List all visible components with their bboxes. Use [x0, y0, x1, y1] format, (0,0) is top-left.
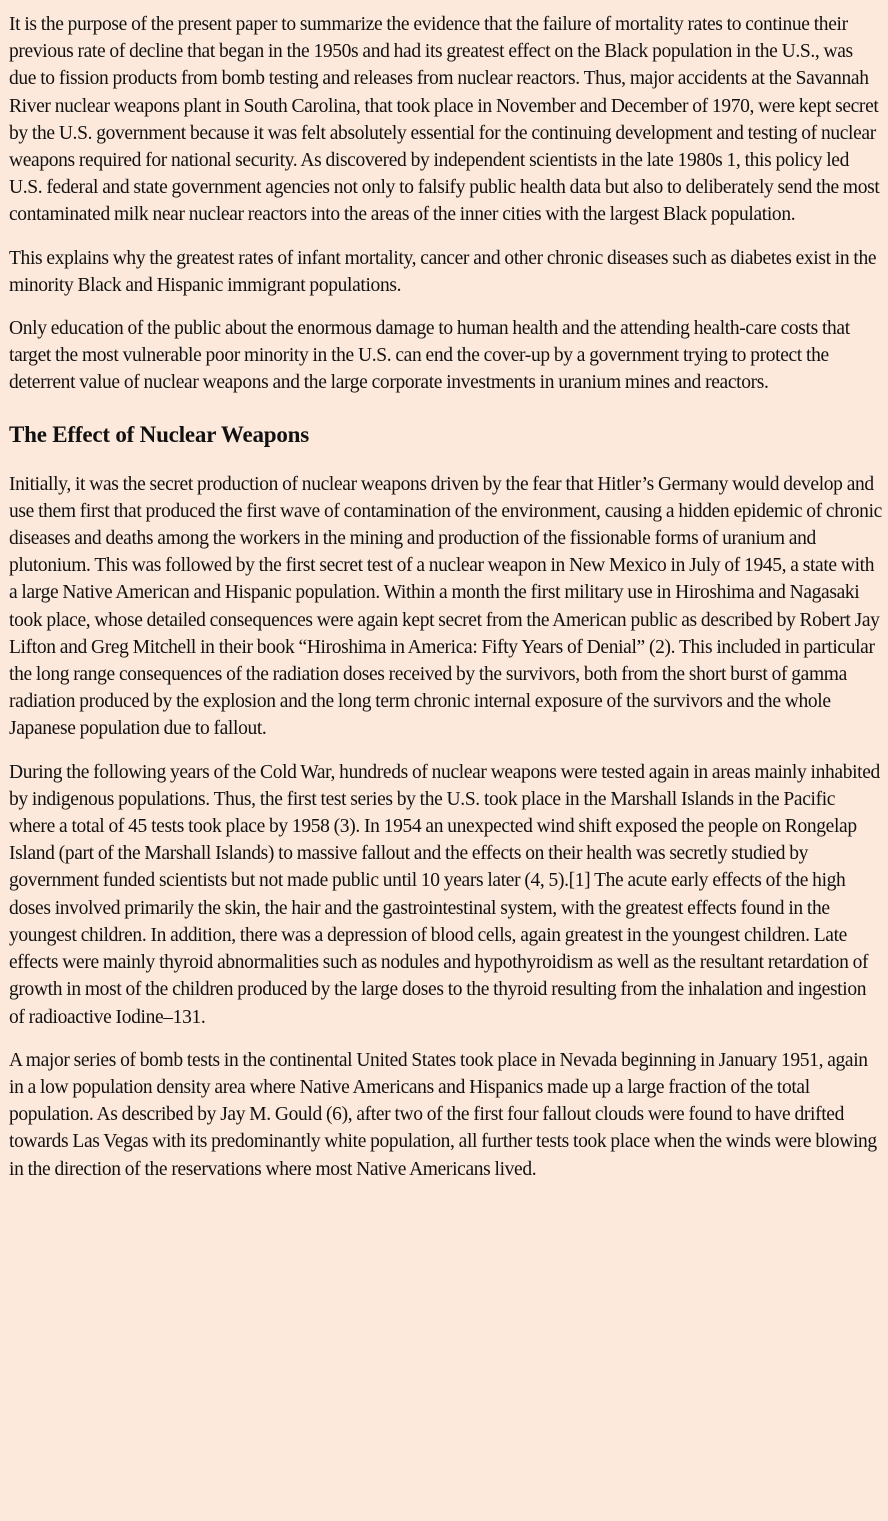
paragraph-intro-2: This explains why the greatest rates of infant mortality, cancer and other chronic diseases such as diabetes exist in the minority Black and Hispanic immigrant populations. — [9, 247, 877, 296]
section-heading: The Effect of Nuclear Weapons — [9, 421, 309, 447]
paragraph-section-2: During the following years of the Cold War, hundreds of nuclear weapons were tested again in areas mainly inhabited by indigenous populations. Thus, the first test series by the U.S. took place in the Marshall Islands in the Pacific where a total of 45 tests took place by 1958 (3). In 1954 an unexpected wind shift exposed the people on Rongelap Island (part of the Marshall Islands) to massive fallout and the effects on their health was secretly studied by government funded scientists but not made public until 10 years later (4, 5).[1] The acute early effects of the high doses involved primarily the skin, the hair and the gastrointestinal system, with the greatest effects found in the youngest children. In addition, there was a depression of blood cells, again greatest in the youngest children. Late effects were mainly thyroid abnormalities such as nodules and hypothyroidism as well as the resultant retardation of growth in most of the children produced by the large doses to the thyroid resulting from the inhalation and ingestion of radioactive Iodine–131. — [9, 761, 880, 1028]
paragraph-intro-3: Only education of the public about the enormous damage to human health and the attending health-care costs that target the most vulnerable poor minority in the U.S. can end the cover-up by a government trying to protect the deterrent value of nuclear weapons and the large corporate investments in uranium mines and reactors. — [9, 318, 850, 394]
paragraph-intro-1: It is the purpose of the present paper to summarize the evidence that the failure of mortality rates to continue their previous rate of decline that began in the 1950s and had its greatest effect on the Black population in the U.S., was due to fission products from bomb testing and releases from nuclear reactors. Thus, major accidents at the Savannah River nuclear weapons plant in South Carolina, that took place in November and December of 1970, were kept secret by the U.S. government because it was felt absolutely essential for the continuing development and testing of nuclear weapons required for national security. As discovered by independent scientists in the late 1980s 1, this policy led U.S. federal and state government agencies not only to falsify public health data but also to deliberately send the most contaminated milk near nuclear reactors into the areas of the inner cities with the largest Black population. — [9, 14, 880, 226]
paragraph-section-1: Initially, it was the secret production of nuclear weapons driven by the fear that Hitler’s Germany would develop and use them first that produced the first wave of contamination of the environment, causing a hidden epidemic of chronic diseases and deaths among the workers in the mining and production of the fissionable forms of uranium and plutonium. This was followed by the first secret test of a nuclear weapon in New Mexico in July of 1945, a state with a large Native American and Hispanic population. Within a month the first military use in Hiroshima and Nagasaki took place, whose detailed consequences were again kept secret from the American public as described by Robert Jay Lifton and Greg Mitchell in their book “Hiroshima in America: Fifty Years of Denial” (2). This included in particular the long range consequences of the radiation doses received by the survivors, both from the short burst of gamma radiation produced by the explosion and the long term chronic internal exposure of the survivors and the whole Japanese population due to fallout. — [9, 473, 882, 740]
paragraph-section-3: A major series of bomb tests in the continental United States took place in Nevada beginning in January 1951, again in a low population density area where Native Americans and Hispanics made up a large fraction of the total population. As described by Jay M. Gould (6), after two of the first four fallout clouds were found to have drifted towards Las Vegas with its predominantly white population, all further tests took place when the winds were blowing in the direction of the reservations where most Native Americans lived. — [9, 1049, 877, 1180]
